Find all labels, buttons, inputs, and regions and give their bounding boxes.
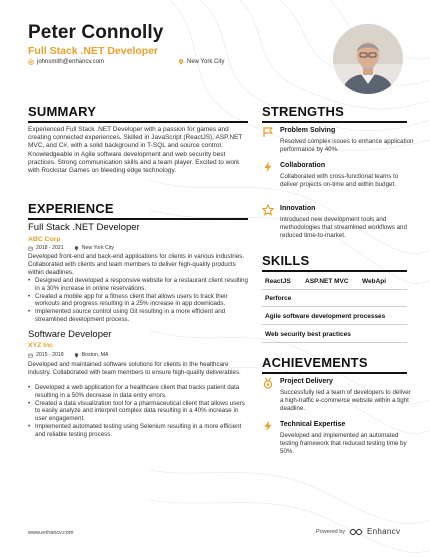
list-item: • Developed a web application for a healthcare client that tracks patient data resulting in a 50% decrease in data entry errors.: [28, 384, 250, 400]
enhancv-logo-icon: [349, 528, 363, 536]
at-icon: [28, 59, 34, 65]
lightning-icon: [262, 161, 274, 173]
job-meta: [28, 352, 109, 358]
job-meta: [28, 245, 114, 251]
skill-tag: Web security best practices: [265, 331, 351, 338]
experience-rule: [28, 218, 248, 220]
email-text: johnsmith@enhancv.com: [37, 59, 105, 65]
skill-divider: [262, 342, 407, 343]
strengths-rule: [262, 121, 407, 123]
footer-website[interactable]: www.enhancv.com: [28, 530, 74, 536]
summary-heading: SUMMARY: [28, 104, 97, 119]
strength-title: Innovation: [280, 205, 316, 212]
profile-photo: [333, 24, 403, 94]
calendar-icon: [28, 246, 33, 251]
contact-email[interactable]: [28, 59, 104, 65]
skill-tag: ASP.NET MVC: [305, 278, 349, 285]
strength-title: Problem Solving: [280, 127, 336, 134]
candidate-name: Peter Connolly: [28, 22, 164, 43]
achievement-item: [262, 420, 412, 456]
list-item: • Designed and developed a responsive website for a restaurant client resulting in a 30% increase in online reservations.: [28, 277, 250, 293]
strengths-heading: STRENGTHS: [262, 104, 344, 119]
company-name: ABC Corp: [28, 236, 61, 243]
location-text: New York City: [187, 59, 225, 65]
achievement-title: Technical Expertise: [280, 421, 346, 428]
strength-description: Collaborated with cross-functional teams to deliver projects on-time and within budget.: [280, 173, 399, 188]
job-dates: 2015 - 2018: [36, 352, 64, 358]
skills-heading: SKILLS: [262, 253, 310, 268]
job-title: Full Stack .NET Developer: [28, 222, 140, 233]
experience-heading: EXPERIENCE: [28, 201, 114, 216]
skill-tag: Agile software development processes: [265, 313, 386, 320]
star-icon: [262, 204, 274, 216]
achievement-description: Developed and implemented an automated testing framework that reduced testing time by 50%.: [280, 432, 407, 455]
candidate-title: Full Stack .NET Developer: [28, 45, 159, 57]
powered-by-text: Powered by: [316, 528, 346, 535]
achievements-rule: [262, 372, 407, 374]
job-bullets: [28, 277, 250, 324]
achievement-title: Project Delivery: [280, 378, 333, 385]
list-item: • Created a data visualization tool for a pharmaceutical client that allows users to easily analyze and interpret complex data resulting in a 40% increase in user engagement.: [28, 400, 250, 423]
strength-title: Collaboration: [280, 162, 326, 169]
achievements-heading: ACHIEVEMENTS: [262, 355, 368, 370]
job-title: Software Developer: [28, 329, 112, 340]
medal-icon: [262, 377, 274, 389]
job-location: New York City: [81, 245, 114, 251]
flag-icon: [262, 126, 274, 138]
strength-item: [262, 161, 412, 197]
skill-tag: ReactJS: [265, 278, 291, 285]
list-item: • Implemented source control using Git resulting in a more efficient and streamlined development process.: [28, 308, 250, 324]
job-bullets: [28, 384, 250, 439]
job-description: Developed and maintained software solutions for clients in the healthcare industry. Collaborated with team members to ensure high-quality deliverables.: [28, 361, 241, 376]
strength-description: Resolved complex issues to enhance application performance by 40%.: [280, 138, 414, 153]
job-description: Developed front-end and back-end applications for clients in various industries. Collaborated with clients and team members to deliver high-quality products within deadlines.: [28, 253, 244, 276]
contact-location: [178, 59, 224, 65]
lightning-icon: [262, 420, 274, 432]
list-item: • Created a mobile app for a fitness client that allows users to track their workouts and progress resulting in a 25% increase in app downloads.: [28, 293, 250, 309]
skills-rule: [262, 270, 407, 272]
skill-divider: [262, 306, 407, 307]
job-dates: 2018 - 2021: [36, 245, 64, 251]
skill-tag: Perforce: [265, 295, 292, 302]
skill-divider: [262, 324, 407, 325]
footer-branding[interactable]: [316, 527, 400, 536]
list-item: • Implemented automated testing using Selenium resulting in a more efficient and reliable testing process.: [28, 423, 250, 439]
achievement-description: Successfully led a team of developers to deliver a high-traffic e-commerce website within a tight deadline.: [280, 389, 411, 412]
calendar-icon: [28, 353, 33, 358]
brand-name: Enhancv: [367, 527, 401, 536]
location-pin-icon: [74, 353, 79, 358]
skill-tag: WebApi: [362, 278, 387, 285]
location-pin-icon: [178, 59, 184, 65]
strength-description: Introduced new development tools and methodologies that streamlined workflows and reduced time-to-market.: [280, 216, 407, 239]
job-location: Boston, MA: [81, 352, 109, 358]
strength-item: [262, 204, 412, 240]
summary-text: Experienced Full Stack .NET Developer with a passion for games and creating connected experiences. Skilled in JavaScript (ReactJS), ASP.NET MVC, and C#, with a solid background in T-SQL and source control. Knowledgeable in Agile software development and web security best practices. Strong communication skills and a team player. Excited to work with Rockstar Games on bleeding edge technology.: [28, 126, 243, 175]
skill-divider: [262, 289, 407, 290]
achievement-item: [262, 377, 412, 413]
summary-rule: [28, 121, 248, 123]
strength-item: [262, 126, 412, 156]
company-name: XYZ Inc: [28, 342, 53, 349]
location-pin-icon: [74, 246, 79, 251]
